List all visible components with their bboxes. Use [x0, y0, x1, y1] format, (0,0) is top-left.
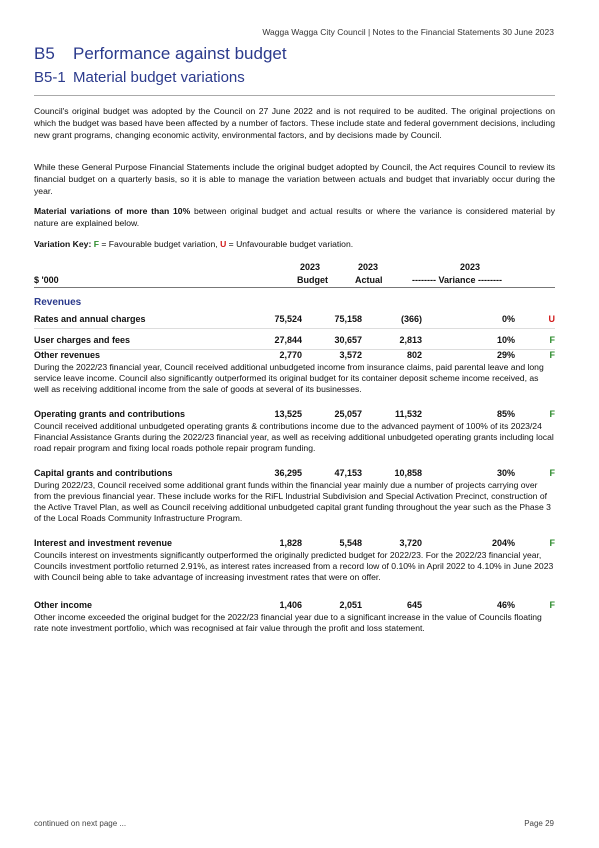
running-header: Wagga Wagga City Council | Notes to the Financial Statements 30 June 2023	[262, 27, 554, 37]
row-variance: 645	[406, 600, 422, 610]
review-paragraph: While these General Purpose Financial Statements include the original budget adopted by Council, the Act requires Council to review its financial budget on a quarterly basis, so it is able to manage the variation between actuals and budget that invariably occur during the year.	[34, 162, 555, 196]
row-variance-percent: 10%	[496, 335, 515, 345]
row-divider	[34, 328, 555, 329]
table-row	[34, 335, 555, 347]
variation-key	[34, 238, 555, 250]
row-variance-percent: 46%	[496, 600, 515, 610]
row-explanation: Other income exceeded the original budget for the 2022/23 financial year due to a significant increase in the value of Councils floating rate note investment portfolio, which was recognised at fair value through the profit and loss statement.	[34, 612, 542, 633]
row-label: Operating grants and contributions	[34, 409, 186, 419]
row-budget: 1,828	[279, 538, 302, 548]
row-variance-percent: 204%	[491, 538, 515, 548]
materiality-rest: between original budget and actual results or where the variance is considered material by nature are explained below.	[34, 206, 555, 228]
row-budget: 2,770	[279, 350, 302, 360]
row-flag: F	[549, 335, 555, 345]
row-label: Capital grants and contributions	[34, 468, 173, 478]
row-actual: 75,158	[334, 314, 362, 324]
row-budget: 1,406	[279, 600, 302, 610]
year-actual-header: 2023	[358, 262, 379, 272]
page-number: Page 29	[524, 819, 554, 828]
continued-note: continued on next page ...	[34, 819, 127, 828]
row-label: Interest and investment revenue	[34, 538, 173, 548]
row-actual: 2,051	[339, 600, 362, 610]
year-variance-header: 2023	[460, 262, 481, 272]
key-favourable-letter: F	[93, 239, 99, 249]
table-row	[34, 409, 555, 421]
row-variance: 802	[406, 350, 422, 360]
row-explanation: During the 2022/23 financial year, Council received additional unbudgeted income from insurance claims, paid parental leave and long service leave income. Council also significantly outperformed its original budget for its container deposit scheme income received, as well as receiving additional income from the sale of goods at several of its businesses.	[34, 362, 544, 394]
row-variance: 10,858	[394, 468, 422, 478]
row-variance: 3,720	[399, 538, 422, 548]
table-row	[34, 538, 555, 550]
title-divider	[34, 95, 555, 96]
row-label: Rates and annual charges	[34, 314, 146, 324]
row-variance: (366)	[400, 314, 422, 324]
subsection-title	[34, 69, 245, 86]
row-label: User charges and fees	[34, 335, 131, 345]
row-flag: F	[549, 468, 555, 478]
units-header: $ '000	[34, 275, 59, 285]
revenues-heading: Revenues	[34, 297, 82, 308]
variance-column-header: -------- Variance --------	[412, 275, 502, 285]
row-actual: 47,153	[334, 468, 362, 478]
row-label: Other income	[34, 600, 93, 610]
row-budget: 13,525	[274, 409, 302, 419]
row-variance-percent: 0%	[501, 314, 515, 324]
row-variance-percent: 30%	[496, 468, 515, 478]
row-explanation: During 2022/23, Council received some additional grant funds within the financial year mainly due a number of projects carrying over from the previous financial year. These include works for the RiFL Industrial Subdivision and Special Activation Precinct, construction of the Active Travel Plan, as well as Council receiving additional unbudgeted capital grant funding throughout the year such as the Phase 3 of the Local Roads Community Infrastructure Program.	[34, 480, 551, 523]
budget-column-header: Budget	[297, 275, 328, 285]
row-flag: F	[549, 409, 555, 419]
key-unfavourable-text: = Unfavourable budget variation.	[226, 239, 354, 249]
section-number: B5	[34, 44, 55, 63]
subsection-title-text: Material budget variations	[73, 69, 245, 86]
key-unfavourable-letter: U	[220, 239, 227, 249]
row-variance: 2,813	[399, 335, 422, 345]
year-budget-header: 2023	[300, 262, 321, 272]
row-flag: F	[549, 350, 555, 360]
intro-paragraph: Council's original budget was adopted by the Council on 27 June 2022 and is not required to be audited. The original projections on which the budget was based have been affected by a number of factors. These include state and federal government decisions, including new grant programs, changing economic activity, environmental factors, and by decisions made by Council.	[34, 106, 555, 140]
row-actual: 3,572	[339, 350, 362, 360]
row-budget: 27,844	[274, 335, 302, 345]
row-flag: F	[549, 600, 555, 610]
table-row	[34, 350, 555, 362]
actual-column-header: Actual	[355, 275, 383, 285]
table-row	[34, 314, 555, 326]
table-row	[34, 468, 555, 480]
row-budget: 75,524	[274, 314, 302, 324]
row-actual: 25,057	[334, 409, 362, 419]
row-explanation: Councils interest on investments significantly outperformed the originally predicted budget for 2022/23. For the 2022/23 financial year, Councils investment portfolio returned 2.91%, as interest rates increased from a record low of 0.10% in April 2022 to 4.10% in June 2023 with Council being able to take advantage of increasing investment rates that were on offer.	[34, 550, 554, 582]
row-variance-percent: 85%	[496, 409, 515, 419]
section-title-text: Performance against budget	[73, 44, 287, 63]
table-row	[34, 600, 555, 612]
header-rule	[34, 287, 555, 288]
row-actual: 5,548	[339, 538, 362, 548]
row-variance-percent: 29%	[496, 350, 515, 360]
row-budget: 36,295	[274, 468, 302, 478]
subsection-number: B5-1	[34, 69, 66, 86]
row-flag: F	[549, 538, 555, 548]
row-actual: 30,657	[334, 335, 362, 345]
variation-key-label: Variation Key:	[34, 239, 92, 249]
row-flag: U	[548, 314, 555, 324]
key-favourable-text: = Favourable budget variation,	[98, 239, 221, 249]
row-label: Other revenues	[34, 350, 101, 360]
materiality-bold: Material variations of more than 10%	[34, 206, 191, 216]
row-variance: 11,532	[394, 409, 422, 419]
row-explanation: Council received additional unbudgeted operating grants & contributions income due to the advanced payment of 100% of its 2023/24 Financial Assistance Grants during the 2022/23 financial year, as well as receiving additional unbudgeted operating grants including local road repair program and fixing local roads pothole repair program funding.	[34, 421, 554, 453]
section-title	[34, 44, 287, 64]
materiality-paragraph	[34, 205, 555, 229]
